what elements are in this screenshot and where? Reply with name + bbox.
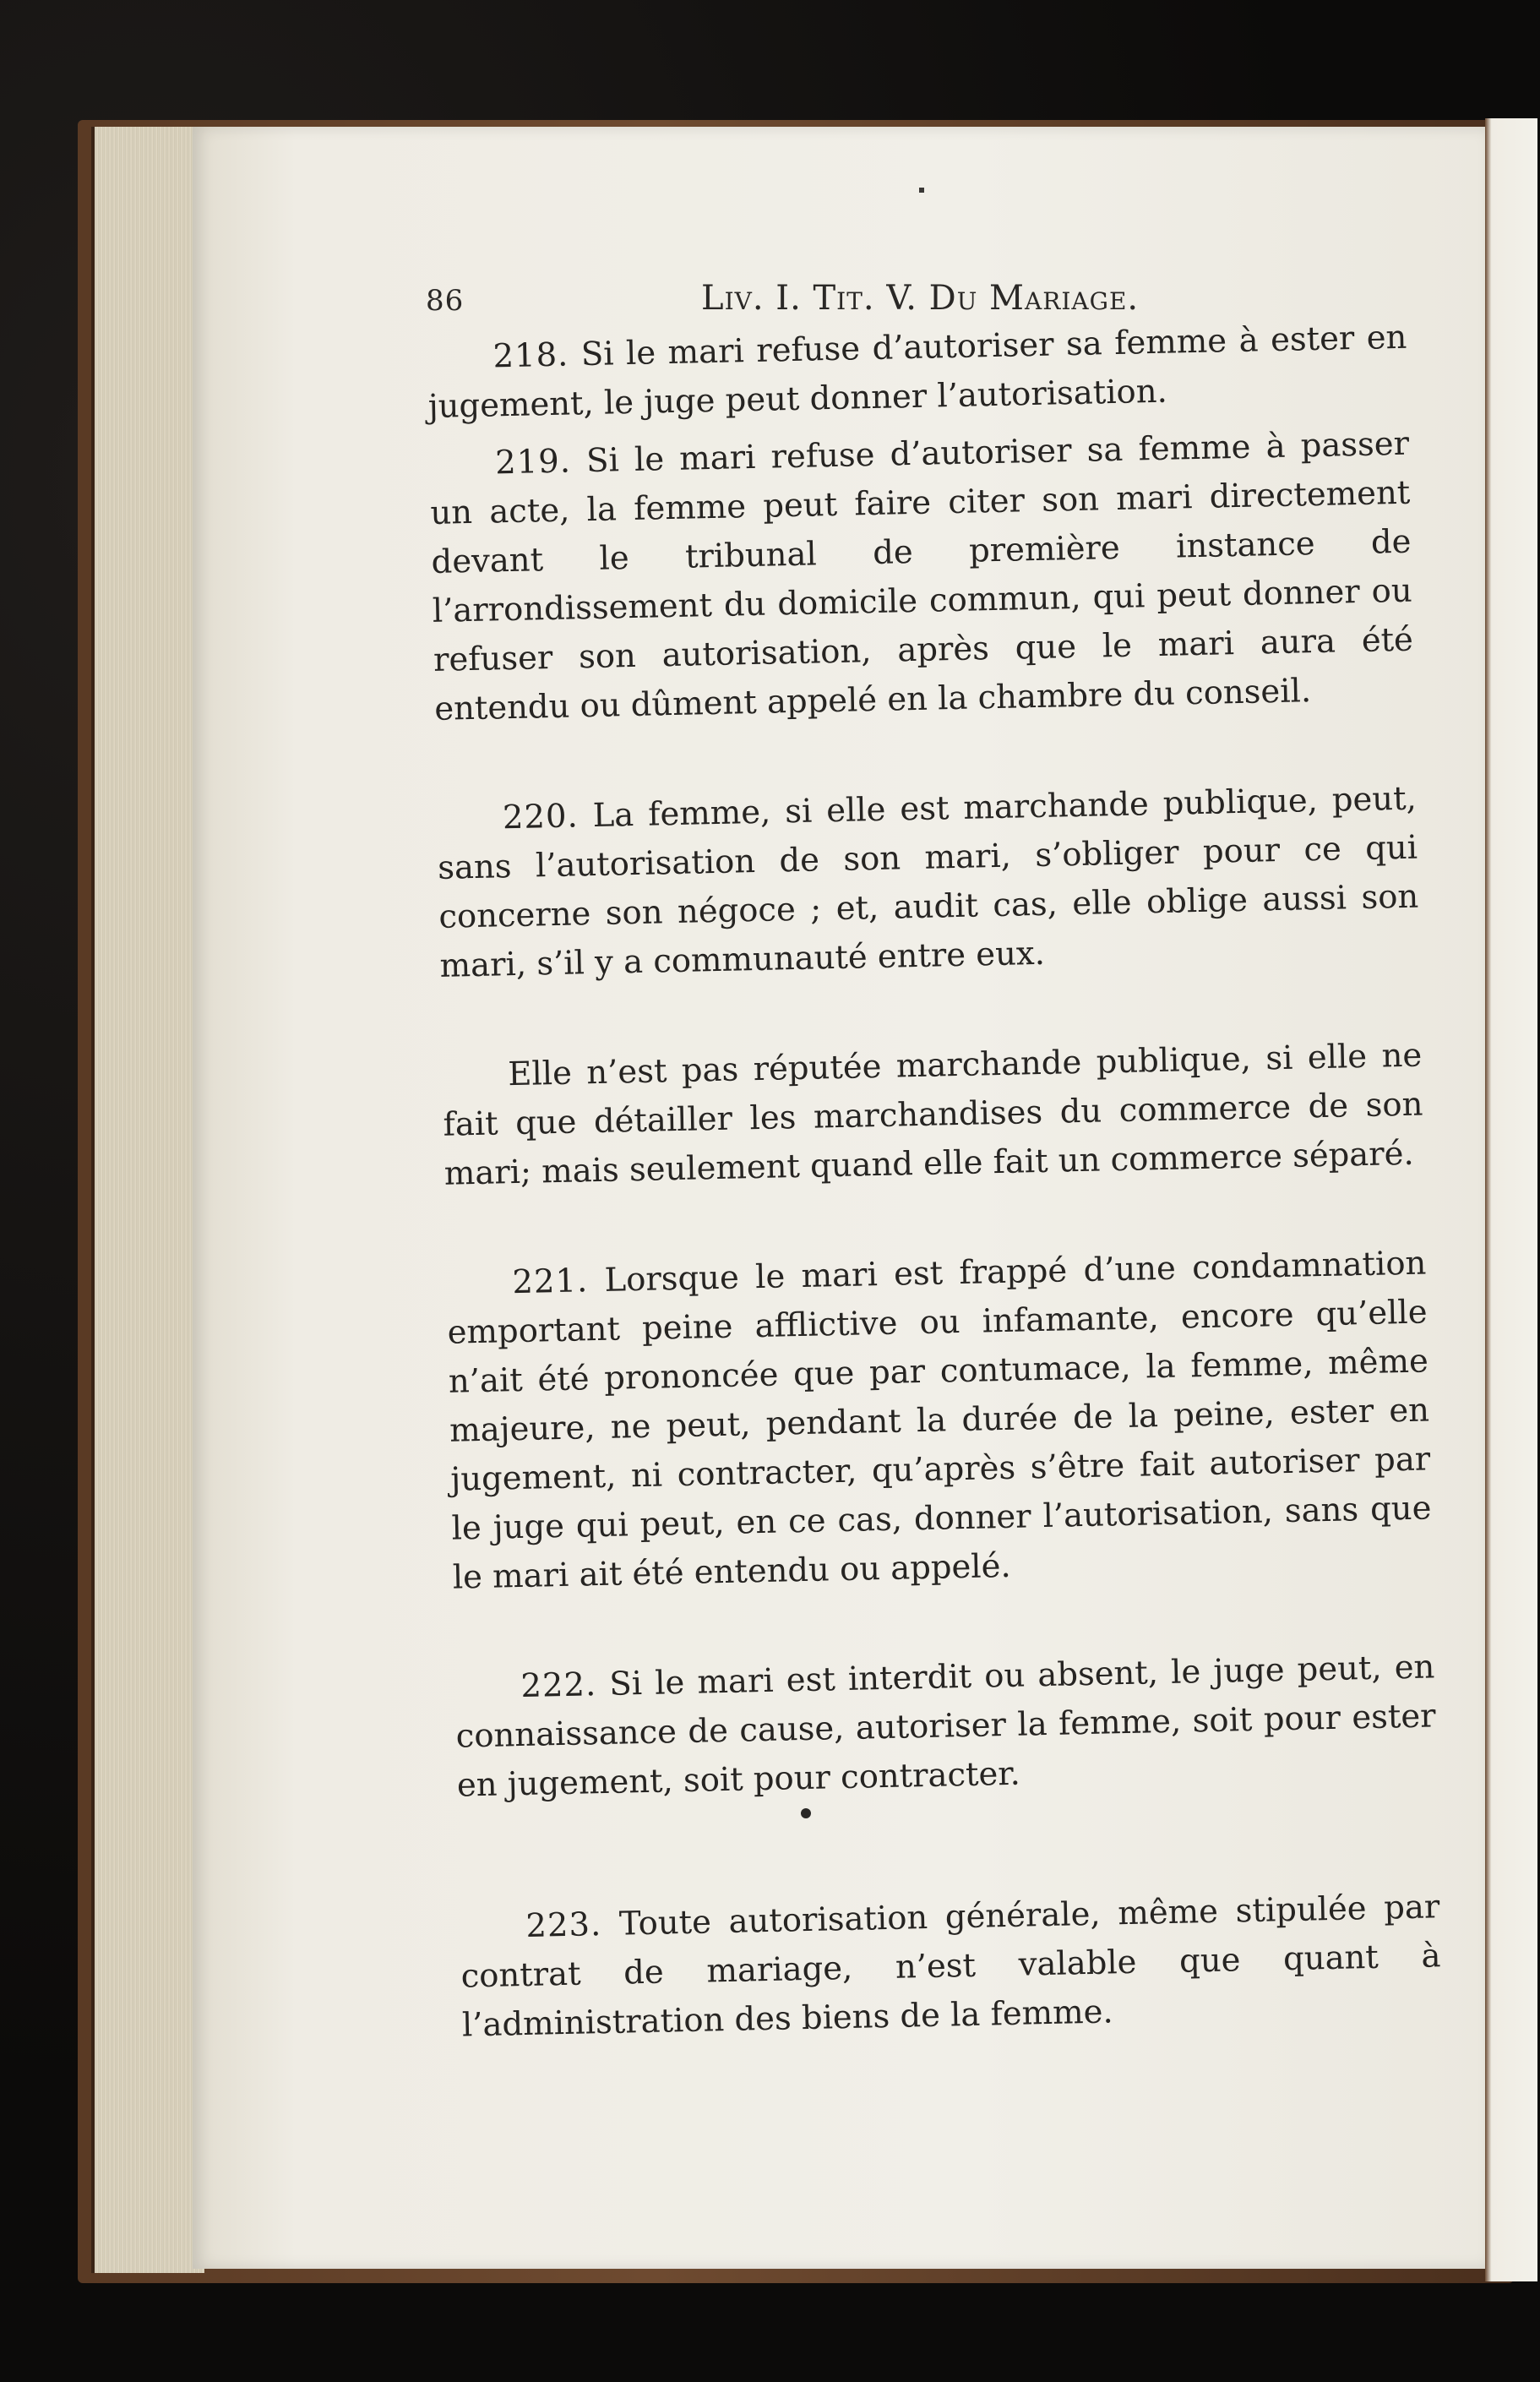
article-number: 221. xyxy=(512,1262,589,1302)
article-number: 223. xyxy=(525,1905,602,1945)
article-222 xyxy=(454,1643,1437,1810)
article-text: Si le mari est interdit ou absent, le juge peut, en connaissance de cause, autoriser la femme, soit pour ester en jugement, soit pour contracter. xyxy=(455,1648,1436,1805)
page-body xyxy=(427,313,1442,2051)
running-title: Liv. I. Tit. V. Du Mariage. xyxy=(701,279,1140,318)
article-text: Si le mari refuse d’autoriser sa femme à ester en jugement, le juge peut donner l’autorisation. xyxy=(427,318,1407,426)
article-text: Lorsque le mari est frappé d’une condamnation emportant peine afflictive ou infamante, encore qu’elle n’ait été prononcée que par contumace, la femme, même majeure, ne peut, pendant la durée de la peine, ester en jugement, ni contracter, qu’après s’être fait autoriser par le juge qui peut, en ce cas, donner l’autorisation, sans que le mari ait été entendu ou appelé. xyxy=(447,1244,1432,1597)
article-number: 219. xyxy=(494,442,572,482)
page-number: 86 xyxy=(426,284,465,318)
article-text: La femme, si elle est marchande publique, peut, sans l’autorisation de son mari, s’obliger pour ce qui concerne son négoce ; et, audit cas, elle oblige aussi son mari, s’il y a communauté entre eux. xyxy=(437,779,1419,985)
printer-mark xyxy=(919,188,924,193)
facing-page-edge xyxy=(1485,118,1537,2281)
article-number: 220. xyxy=(502,797,580,837)
article-text: Elle n’est pas réputée marchande publique, si elle ne fait que détailler les marchandises du commerce de son mari; mais seulement quand elle fait un commerce séparé. xyxy=(443,1036,1423,1193)
article-219 xyxy=(429,420,1415,734)
article-text: Si le mari refuse d’autoriser sa femme à passer un acte, la femme peut faire citer son mari directement devant le tribunal de première instance de l’arrondissement du domicile commun, qui peut donner ou refuser son autorisation, après que le mari aura été entendu ou dûment appelé en la chambre du conseil. xyxy=(429,424,1414,728)
article-221 xyxy=(446,1239,1433,1602)
article-218 xyxy=(427,313,1408,432)
page-edges xyxy=(91,127,204,2273)
article-number: 222. xyxy=(520,1665,597,1706)
article-number: 218. xyxy=(492,335,569,376)
article-text: Toute autorisation générale, même stipulée par contrat de mariage, n’est valable que quant à l’administration des biens de la femme. xyxy=(460,1888,1441,2045)
article-223 xyxy=(460,1883,1442,2050)
article-220 xyxy=(436,775,1420,991)
separator-dot xyxy=(801,1808,811,1818)
article-220-paragraph-2 xyxy=(442,1032,1424,1199)
